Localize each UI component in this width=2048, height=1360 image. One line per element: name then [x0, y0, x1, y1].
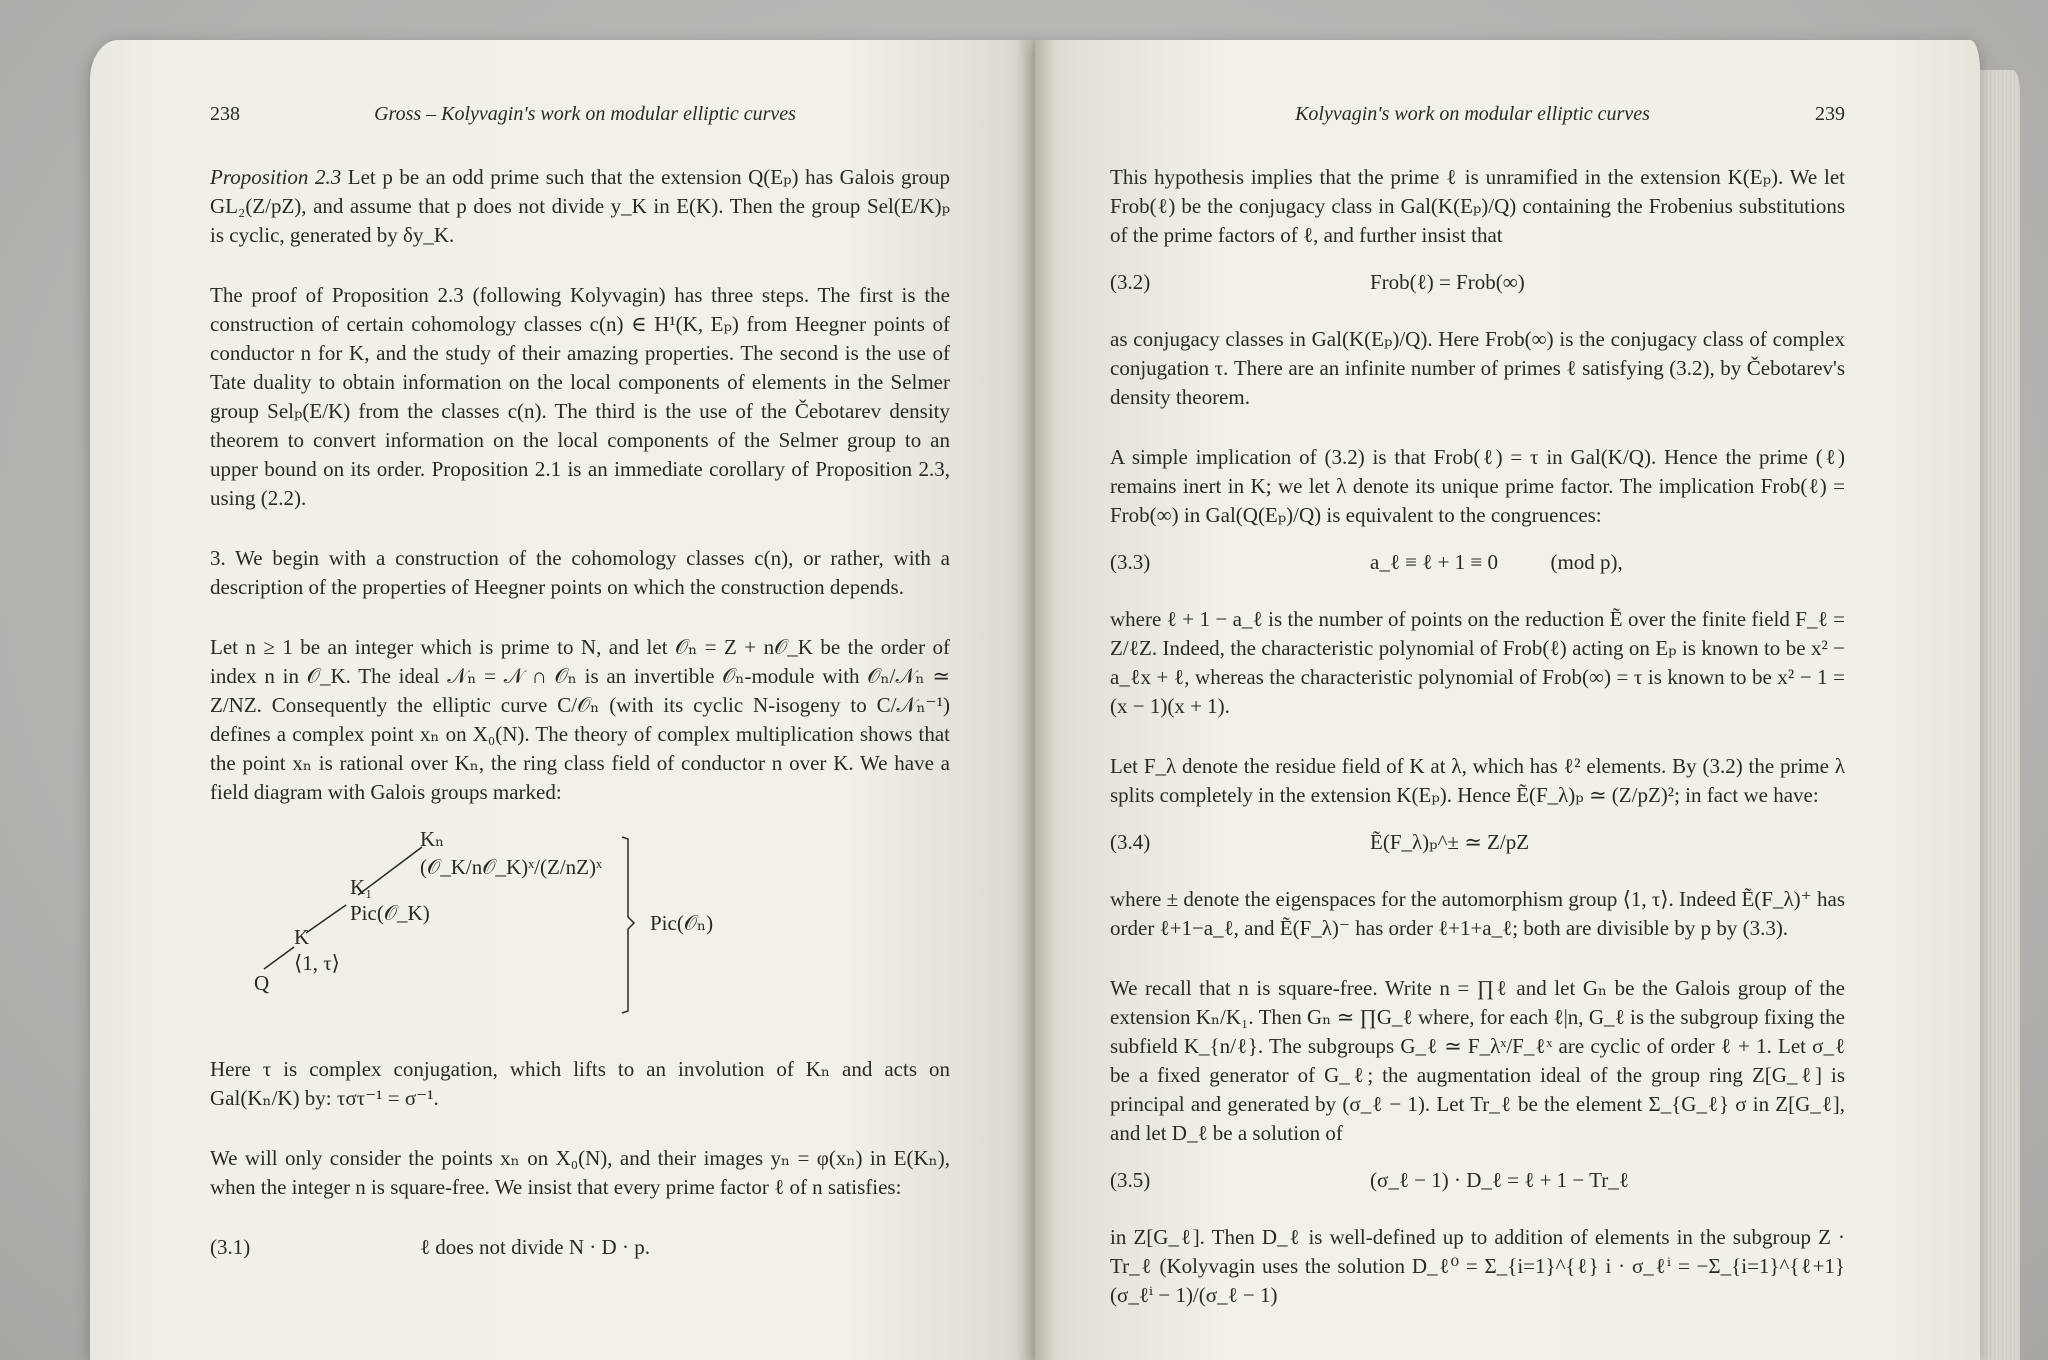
diagram-group-top: (𝒪_K/n𝒪_K)ˣ/(Z/nZ)ˣ	[420, 855, 603, 879]
diagram-q: Q	[254, 971, 270, 995]
open-book	[90, 40, 1980, 1360]
paragraph-conjugacy: as conjugacy classes in Gal(K(Eₚ)/Q). Here Frob(∞) is the conjugacy class of complex conjugation τ. There are an infinite number of primes ℓ satisfying (3.2), by Čebotarev's density theorem.	[1110, 327, 1845, 409]
diagram-pic-ok: Pic(𝒪_K)	[350, 901, 430, 925]
running-title: Kolyvagin's work on modular elliptic curves	[1295, 103, 1650, 125]
proposition-label: Proposition 2.3	[210, 165, 342, 189]
diagram-k1: K₁	[350, 875, 373, 899]
page-number: 238	[210, 103, 240, 125]
paragraph-hypothesis: This hypothesis implies that the prime ℓ is unramified in the extension K(Eₚ). We let Frob(ℓ) be the conjugacy class in Gal(K(Eₚ)/Q) containing the Frobenius substitutions of the prime factors of ℓ, and further insist that	[1110, 165, 1845, 247]
paragraph-let-n: Let n ≥ 1 be an integer which is prime to N, and let 𝒪ₙ = Z + n𝒪_K be the order of index n in 𝒪_K. The ideal 𝒩ₙ = 𝒩 ∩ 𝒪ₙ is an invertible 𝒪ₙ-module with 𝒪ₙ/𝒩ₙ ≃ Z/NZ. Consequently the elliptic curve C/𝒪ₙ (with its cyclic N-isogeny to C/𝒩ₙ⁻¹) defines a complex point xₙ on X₀(N). The theory of complex multiplication shows that the point xₙ is rational over Kₙ, the ring class field of conductor n over K. We have a field diagram with Galois groups marked:	[210, 635, 950, 804]
right-page-content	[1110, 100, 1845, 1341]
paragraph-square-free: We recall that n is square-free. Write n = ∏ℓ and let Gₙ be the Galois group of the extension Kₙ/K₁. Then Gₙ ≃ ∏G_ℓ where, for each ℓ|n, G_ℓ is the subgroup fixing the subfield K_{n/ℓ}. The subgroups G_ℓ ≃ F_λˣ/F_ℓˣ are cyclic of order ℓ + 1. Let σ_ℓ be a fixed generator of G_ℓ; the augmentation ideal of the group ring Z[G_ℓ] is principal and generated by (σ_ℓ − 1). Let Tr_ℓ be the element Σ_{G_ℓ} σ in Z[G_ℓ], and let D_ℓ be a solution of	[1110, 976, 1845, 1145]
book-gutter	[1015, 40, 1055, 1360]
paragraph-points: We will only consider the points xₙ on X₀(N), and their images yₙ = φ(xₙ) in E(Kₙ), when the integer n is square-free. We insist that every prime factor ℓ of n satisfies:	[210, 1146, 950, 1199]
paragraph-residue-field: Let F_λ denote the residue field of K at λ, which has ℓ² elements. By (3.2) the prime λ splits completely in the extension K(Eₚ). Hence Ẽ(F_λ)ₚ ≃ (Z/pZ)²; in fact we have:	[1110, 754, 1845, 807]
paragraph-eigenspaces: where ± denote the eigenspaces for the automorphism group ⟨1, τ⟩. Indeed Ẽ(F_λ)⁺ has order ℓ+1−a_ℓ, and Ẽ(F_λ)⁻ has order ℓ+1+a_ℓ; both are divisible by p by (3.3).	[1110, 887, 1845, 940]
equation-number: (3.2)	[1110, 270, 1151, 294]
page-number: 239	[1814, 103, 1845, 125]
paragraph-reduction: where ℓ + 1 − a_ℓ is the number of points on the reduction Ẽ over the finite field F_ℓ = Z/ℓZ. Indeed, the characteristic polynomial of Frob(ℓ) acting on Eₚ is known to be x² − a_ℓx + ℓ, whereas the characteristic polynomial of Frob(∞) = τ is known to be x² − 1 = (x − 1)(x + 1).	[1110, 607, 1845, 718]
diagram-kn: Kₙ	[420, 827, 445, 851]
equation-3-4	[1110, 828, 1845, 857]
proposition-2-3	[210, 163, 950, 250]
paragraph-proof-outline: The proof of Proposition 2.3 (following Kolyvagin) has three steps. The first is the construction of certain cohomology classes c(n) ∈ H¹(K, Eₚ) from Heegner points of conductor n for K, and the study of their amazing properties. The second is the use of Tate duality to obtain information on the local components of elements in the Selmer group Selₚ(E/K) from the classes c(n). The third is the use of the Čebotarev density theorem to convert information on the local components of the Selmer group to an upper bound on its order. Proposition 2.1 is an immediate corollary of Proposition 2.3, using (2.2).	[210, 283, 950, 510]
proposition-text: Let p be an odd prime such that the extension Q(Eₚ) has Galois group GL₂(Z/pZ), and assume that p does not divide y_K in E(K). Then the group Sel(E/K)ₚ is cyclic, generated by δy_K.	[210, 165, 951, 247]
equation-body: (σ_ℓ − 1) · D_ℓ = ℓ + 1 − Tr_ℓ	[1370, 1168, 1629, 1192]
equation-body: Frob(ℓ) = Frob(∞)	[1370, 270, 1525, 294]
page-edges	[1980, 70, 2020, 1360]
equation-number: (3.1)	[210, 1235, 251, 1259]
equation-number: (3.3)	[1110, 550, 1151, 574]
equation-number: (3.4)	[1110, 830, 1151, 854]
field-diagram	[210, 825, 950, 1035]
right-running-head	[1110, 100, 1845, 129]
left-running-head	[210, 100, 950, 129]
equation-body: ℓ does not divide N · D · p.	[420, 1235, 650, 1259]
equation-3-1	[210, 1233, 950, 1262]
equation-body: Ẽ(F_λ)ₚ^± ≃ Z/pZ	[1370, 830, 1530, 854]
equation-3-3	[1110, 548, 1845, 577]
running-title: Gross – Kolyvagin's work on modular elliptic curves	[374, 103, 796, 125]
paragraph-simple-implication: A simple implication of (3.2) is that Frob(ℓ) = τ in Gal(K/Q). Hence the prime (ℓ) remains inert in K; we let λ denote its unique prime factor. The implication Frob(ℓ) = Frob(∞) in Gal(Q(Eₚ)/Q) is equivalent to the congruences:	[1110, 445, 1845, 527]
diagram-k: K	[294, 925, 310, 949]
equation-body: a_ℓ ≡ ℓ + 1 ≡ 0 (mod p),	[1370, 550, 1623, 574]
diagram-pic-on: Pic(𝒪ₙ)	[650, 911, 714, 935]
equation-3-5	[1110, 1166, 1845, 1195]
paragraph-kolyvagin-solution: in Z[G_ℓ]. Then D_ℓ is well-defined up to addition of elements in the subgroup Z · Tr_ℓ (Kolyvagin uses the solution D_ℓ⁰ = Σ_{i=1}^{ℓ} i · σ_ℓⁱ = −Σ_{i=1}^{ℓ+1} (σ_ℓⁱ − 1)/(σ_ℓ − 1)	[1110, 1225, 1845, 1307]
left-page-content	[210, 100, 950, 1290]
equation-3-2	[1110, 268, 1845, 297]
diagram-one-tau: ⟨1, τ⟩	[294, 951, 340, 975]
paragraph-section-3: 3. We begin with a construction of the cohomology classes c(n), or rather, with a description of the properties of Heegner points on which the construction depends.	[210, 546, 950, 599]
equation-number: (3.5)	[1110, 1168, 1151, 1192]
paragraph-tau: Here τ is complex conjugation, which lifts to an involution of Kₙ and acts on Gal(Kₙ/K) by: τστ⁻¹ = σ⁻¹.	[210, 1057, 950, 1110]
